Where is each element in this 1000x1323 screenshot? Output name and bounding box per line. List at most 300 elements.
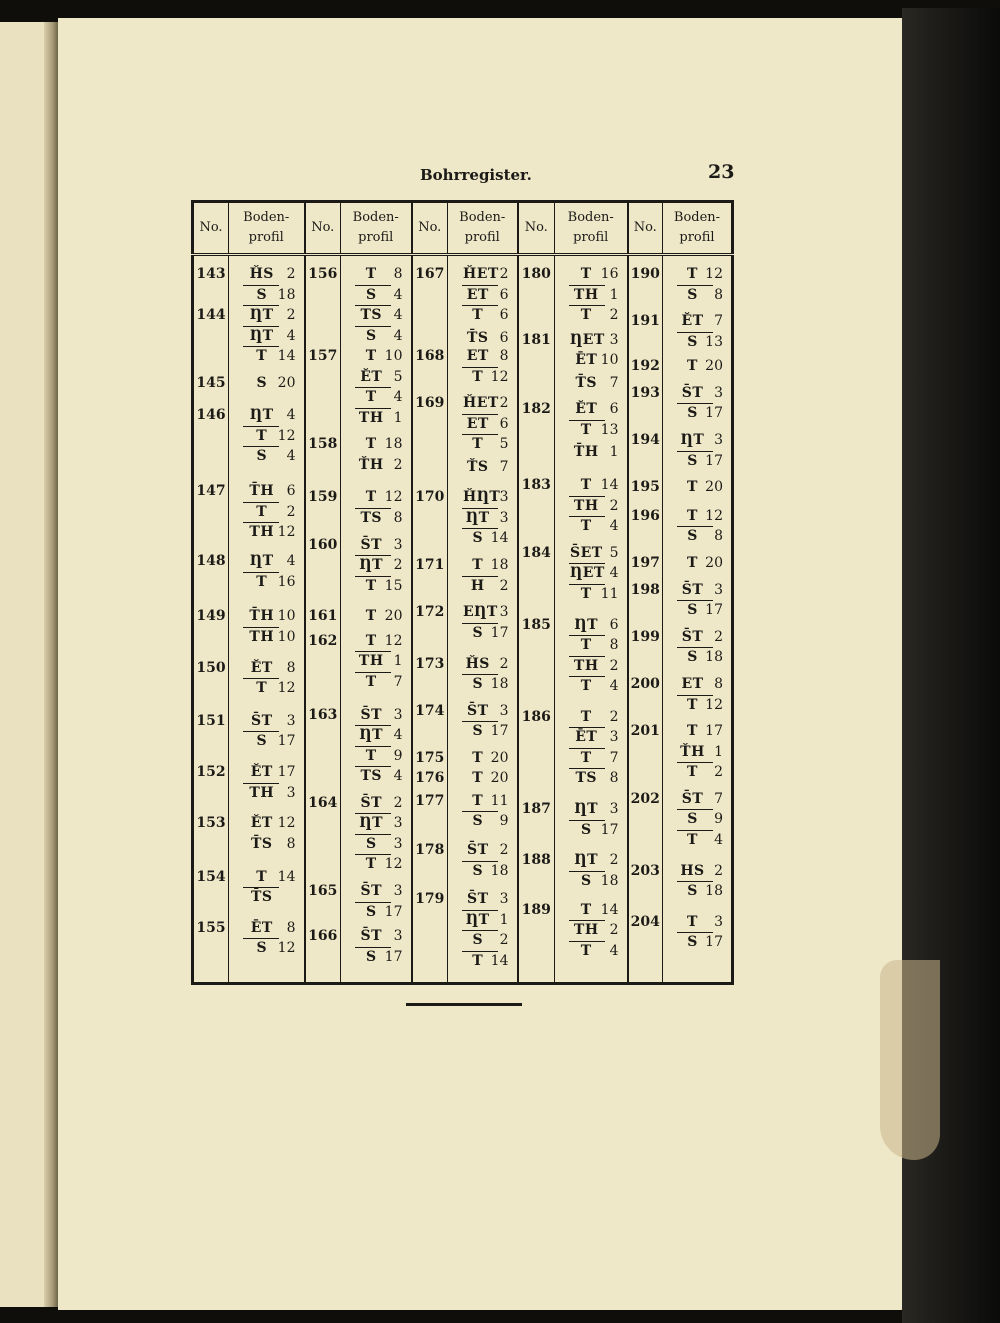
boring-number: 183 (521, 477, 551, 494)
soil-symbol: S̄T (466, 702, 489, 719)
soil-symbol: TH (249, 628, 275, 645)
soil-symbol: S (472, 676, 484, 692)
profile-layer (555, 330, 627, 351)
boring-number: 203 (630, 862, 660, 879)
profile-layer (663, 356, 731, 377)
soil-symbol: S (687, 602, 698, 619)
layer-thickness: 12 (277, 524, 296, 541)
profile-layer (229, 373, 304, 394)
layer-thickness: 2 (286, 503, 296, 520)
profile-layer (229, 938, 304, 959)
layer-thickness: 10 (384, 348, 403, 364)
soil-symbol: ȞS (465, 655, 490, 672)
layer-thickness: 6 (499, 307, 509, 323)
profile-layer (341, 926, 411, 947)
layer-thickness: 8 (609, 637, 619, 654)
profile-layer (341, 854, 411, 875)
profile-layer (229, 783, 304, 804)
soil-symbol: S (687, 811, 698, 828)
boring-number: 170 (415, 489, 445, 506)
layer-thickness: 18 (490, 862, 509, 879)
profile-layer (341, 705, 411, 726)
profile-layer (341, 725, 411, 746)
col-header-profil (663, 202, 733, 255)
soil-symbol: T (256, 427, 268, 444)
soil-symbol: ĔT (250, 764, 273, 781)
no-column (193, 255, 229, 984)
layer-thickness: 18 (705, 883, 723, 900)
soil-symbol: T (580, 749, 592, 766)
profile-layer (555, 516, 627, 537)
soil-symbol: ET (466, 348, 489, 364)
soil-symbol: ȞȠT (463, 489, 501, 506)
boring-number: 180 (521, 266, 551, 282)
boring-number: 198 (630, 581, 660, 598)
boring-number: 195 (630, 479, 660, 496)
layer-thickness: 17 (277, 764, 296, 781)
soil-symbol: ĔT (575, 401, 598, 418)
boring-number: 156 (308, 266, 338, 282)
soil-symbol: ȠT (465, 509, 490, 526)
soil-symbol: ȠT (574, 616, 599, 633)
layer-thickness: 20 (384, 608, 403, 625)
layer-thickness: 4 (393, 727, 403, 744)
soil-symbol: TS (360, 307, 383, 323)
profile-layer (448, 889, 517, 910)
layer-thickness: 2 (609, 852, 619, 869)
soil-symbol: TH (249, 524, 275, 541)
soil-symbol: T (472, 952, 484, 969)
layer-thickness: 3 (499, 509, 509, 526)
layer-thickness: 9 (499, 813, 509, 830)
layer-thickness: 2 (609, 657, 619, 674)
layer-thickness: 2 (714, 764, 723, 781)
profile-layer (341, 672, 411, 693)
layer-thickness: 9 (393, 747, 403, 764)
soil-symbol: S̄ET (570, 544, 603, 561)
layer-thickness: 17 (705, 405, 723, 422)
boring-number: 181 (521, 331, 551, 348)
layer-thickness: 4 (393, 327, 403, 344)
boring-number: 192 (630, 358, 660, 375)
profile-layer (229, 627, 304, 648)
layer-thickness: 3 (499, 489, 509, 506)
boring-number: 155 (196, 919, 226, 936)
profile-layer (555, 584, 627, 605)
profile-layer (448, 721, 517, 742)
boring-number: 200 (630, 676, 660, 692)
layer-thickness: 12 (277, 815, 296, 832)
profile-layer (555, 285, 627, 306)
profile-layer (229, 867, 304, 888)
layer-thickness: 8 (714, 528, 723, 545)
profile-layer (341, 746, 411, 767)
soil-symbol: S (256, 733, 268, 750)
soil-symbol: S (687, 452, 698, 469)
boring-number: 145 (196, 374, 226, 391)
soil-symbol: T (472, 307, 484, 323)
soil-symbol: T (256, 680, 268, 697)
col-header-profil-text: Boden- profil (243, 210, 290, 245)
profile-layer (448, 840, 517, 861)
profile-layer (663, 553, 731, 574)
soil-symbol: T (365, 489, 377, 506)
profile-layer (448, 528, 517, 549)
soil-symbol: ȠT (359, 727, 384, 744)
layer-thickness: 1 (393, 653, 403, 670)
soil-symbol: S (472, 813, 484, 830)
soil-symbol: T (365, 348, 377, 364)
layer-thickness: 2 (714, 862, 723, 879)
layer-thickness: 14 (600, 901, 619, 918)
soil-symbol: S̄T (681, 790, 704, 807)
profile-layer (555, 900, 627, 921)
layer-thickness: 7 (499, 458, 509, 475)
soil-symbol: ŤH (680, 743, 705, 760)
boring-number: 166 (308, 928, 338, 945)
layer-thickness: 12 (705, 507, 723, 524)
profile-layer (448, 487, 517, 508)
profile-layer (341, 434, 411, 455)
layer-thickness: 4 (286, 407, 296, 424)
profile-layer (341, 766, 411, 787)
soil-symbol: S̄T (250, 712, 273, 729)
soil-symbol: S (365, 327, 377, 344)
layer-thickness: 7 (609, 749, 619, 766)
boring-number: 160 (308, 536, 338, 553)
soil-symbol: ȠT (465, 911, 490, 928)
profile-layer (229, 446, 304, 467)
layer-thickness: 5 (499, 436, 509, 453)
soil-symbol: ĒT (250, 919, 273, 936)
soil-symbol: TH (249, 784, 275, 801)
profile-layer (341, 902, 411, 923)
profile-layer (229, 762, 304, 783)
profile-layer (448, 328, 517, 349)
layer-thickness: 2 (286, 266, 296, 282)
profile-layer (555, 920, 627, 941)
profile-layer (663, 580, 731, 601)
soil-symbol: TH (573, 922, 599, 938)
no-column (305, 255, 341, 984)
layer-thickness: 17 (384, 948, 403, 965)
layer-thickness: 8 (393, 509, 403, 526)
profile-layer (555, 748, 627, 769)
soil-symbol: ȠT (249, 327, 274, 344)
boring-number: 191 (630, 313, 660, 330)
soil-symbol: T (580, 942, 592, 959)
profile-layer (229, 606, 304, 627)
profile-layer (663, 932, 731, 953)
profile-layer (555, 635, 627, 656)
profile-layer (341, 834, 411, 855)
col-header-profil-text: Boden- profil (673, 210, 721, 245)
layer-thickness: 20 (705, 479, 723, 496)
header-row (193, 202, 733, 255)
profile-layer (448, 414, 517, 435)
profile-layer (555, 871, 627, 892)
soil-symbol: T (580, 307, 592, 323)
boring-number: 196 (630, 507, 660, 524)
layer-thickness: 2 (499, 842, 509, 859)
soil-symbol: ȠT (249, 407, 274, 424)
soil-symbol: T (687, 764, 698, 781)
layer-thickness: 6 (609, 401, 619, 418)
layer-thickness: 2 (609, 307, 619, 323)
layer-thickness: 1 (609, 286, 619, 303)
soil-symbol: ȠET (570, 565, 605, 582)
layer-thickness: 7 (393, 673, 403, 690)
soil-symbol: S̄T (681, 628, 704, 645)
boring-number: 202 (630, 790, 660, 807)
layer-thickness: 2 (609, 922, 619, 938)
layer-thickness: 8 (499, 348, 509, 364)
soil-symbol: H (470, 577, 485, 594)
soil-symbol: HS (680, 862, 705, 879)
profile-layer (555, 799, 627, 820)
profile-layer (555, 543, 627, 564)
layer-thickness: 17 (705, 723, 723, 740)
soil-symbol: T (365, 436, 377, 453)
layer-thickness: 1 (393, 409, 403, 426)
profile-layer (448, 367, 517, 388)
col-header-profil (555, 202, 628, 255)
soil-symbol: T (365, 577, 377, 594)
soil-symbol: T (256, 573, 268, 590)
boring-number: 158 (308, 436, 338, 453)
col-header-profil-text: Boden- profil (567, 210, 614, 245)
layer-thickness: 16 (277, 573, 296, 590)
profile-layer (663, 383, 731, 404)
profile-layer (555, 615, 627, 636)
layer-thickness: 3 (609, 729, 619, 746)
profile-layer (341, 631, 411, 652)
layer-thickness: 17 (705, 452, 723, 469)
soil-symbol: ĔT (360, 368, 383, 385)
profile-layer (229, 481, 304, 502)
soil-symbol: S (365, 948, 377, 965)
profile-layer (555, 656, 627, 677)
boring-number: 164 (308, 794, 338, 811)
soil-symbol: T̄H (249, 608, 275, 625)
soil-symbol: T (687, 555, 698, 572)
soil-symbol: T (687, 266, 698, 282)
soil-symbol: T̄S (575, 374, 598, 391)
profile-layer (448, 654, 517, 675)
layer-thickness: 11 (490, 792, 509, 809)
boring-number: 186 (521, 708, 551, 725)
soil-symbol: T (580, 266, 592, 282)
layer-thickness: 2 (609, 497, 619, 514)
soil-symbol: T (365, 673, 377, 690)
soil-symbol: ȠT (249, 307, 274, 323)
profile-layer (341, 535, 411, 556)
profile-layer (663, 762, 731, 783)
profile-layer (229, 264, 304, 285)
col-header-no: No. (518, 202, 555, 255)
soil-symbol: ET (466, 415, 489, 432)
soil-symbol: TH (573, 286, 599, 303)
layer-thickness: 8 (609, 770, 619, 787)
soil-symbol: S̄T (360, 883, 383, 900)
soil-symbol: ET (681, 676, 704, 692)
profile-layer (341, 947, 411, 968)
no-column (412, 255, 448, 984)
boring-number: 173 (415, 655, 445, 672)
soil-symbol: S (472, 723, 484, 740)
profile-layer (663, 721, 731, 742)
page-damage (880, 960, 940, 1160)
profile-layer (341, 285, 411, 306)
profile-layer (341, 305, 411, 326)
layer-thickness: 17 (705, 934, 723, 951)
soil-symbol: ȠT (359, 815, 384, 832)
boring-number: 153 (196, 815, 226, 832)
profile-layer (448, 811, 517, 832)
profile-layer (555, 442, 627, 463)
boring-number: 163 (308, 706, 338, 723)
soil-symbol: S (687, 333, 698, 350)
end-rule (406, 1003, 522, 1006)
profile-layer (663, 332, 731, 353)
layer-thickness: 3 (393, 815, 403, 832)
boring-number: 159 (308, 489, 338, 506)
profile-layer (448, 768, 517, 789)
soil-symbol: T (580, 901, 592, 918)
layer-thickness: 18 (384, 436, 403, 453)
soil-symbol: S (687, 405, 698, 422)
profile-layer (555, 727, 627, 748)
profile-layer (663, 451, 731, 472)
soil-symbol: ȞET (463, 395, 499, 412)
layer-thickness: 1 (609, 444, 619, 461)
soil-symbol: T (256, 868, 268, 885)
profil-column (448, 255, 518, 984)
soil-symbol: S (256, 374, 268, 391)
layer-thickness: 10 (277, 608, 296, 625)
soil-symbol: T (580, 518, 592, 535)
profile-layer (341, 455, 411, 476)
layer-thickness: 3 (393, 883, 403, 900)
soil-symbol: S̄T (681, 581, 704, 598)
layer-thickness: 6 (286, 483, 296, 500)
profile-layer (555, 305, 627, 326)
soil-symbol: ȞET (463, 266, 499, 282)
layer-thickness: 2 (393, 456, 403, 473)
layer-thickness: 4 (286, 448, 296, 465)
profile-layer (448, 674, 517, 695)
col-header-profil (448, 202, 518, 255)
soil-symbol: S (580, 821, 592, 838)
profile-layer (555, 707, 627, 728)
layer-thickness: 4 (609, 942, 619, 959)
profile-layer (555, 475, 627, 496)
layer-thickness: 12 (384, 489, 403, 506)
layer-thickness: 4 (714, 831, 723, 848)
boring-number: 171 (415, 557, 445, 574)
col-header-no: No. (628, 202, 663, 255)
soil-symbol: S (365, 903, 377, 920)
col-header-profil-text: Boden- profil (352, 210, 399, 245)
profile-layer (448, 748, 517, 769)
boring-number: 149 (196, 608, 226, 625)
layer-thickness: 9 (714, 811, 723, 828)
soil-symbol: S (365, 286, 377, 303)
soil-symbol: T (687, 479, 698, 496)
boring-number: 162 (308, 632, 338, 649)
profil-column (229, 255, 305, 984)
profile-layer (663, 809, 731, 830)
boring-number: 143 (196, 266, 226, 282)
profile-layer (341, 326, 411, 347)
layer-thickness: 14 (277, 348, 296, 364)
profile-layer (229, 918, 304, 939)
boring-number: 179 (415, 891, 445, 908)
layer-thickness: 17 (490, 723, 509, 740)
layer-thickness: 14 (490, 952, 509, 969)
profile-layer (341, 881, 411, 902)
layer-thickness: 2 (393, 557, 403, 574)
col-header-profil-text: Boden- profil (459, 210, 506, 245)
profile-layer (229, 426, 304, 447)
soil-symbol: S̄T (360, 706, 383, 723)
layer-thickness: 1 (714, 743, 723, 760)
profile-layer (663, 789, 731, 810)
profile-layer (555, 264, 627, 285)
profile-layer (555, 563, 627, 584)
layer-thickness: 20 (705, 358, 723, 375)
profile-layer (555, 350, 627, 371)
profile-layer (555, 496, 627, 517)
soil-symbol: T (472, 792, 484, 809)
layer-thickness: 20 (277, 374, 296, 391)
layer-thickness: 4 (393, 768, 403, 785)
layer-thickness: 17 (384, 903, 403, 920)
soil-symbol: TS (575, 770, 598, 787)
layer-thickness: 1 (499, 911, 509, 928)
soil-symbol: T (256, 503, 268, 520)
layer-thickness: 3 (714, 432, 723, 449)
profile-layer (341, 555, 411, 576)
layer-thickness: 7 (714, 790, 723, 807)
soil-symbol: ȠT (574, 801, 599, 818)
soil-symbol: ĒT (575, 729, 598, 746)
layer-thickness: 14 (490, 530, 509, 547)
soil-symbol: T (365, 747, 377, 764)
soil-symbol: S̄T (681, 384, 704, 401)
boring-number: 184 (521, 544, 551, 561)
layer-thickness: 3 (393, 706, 403, 723)
profile-layer (448, 457, 517, 478)
soil-symbol: T (365, 856, 377, 873)
boring-number: 201 (630, 723, 660, 740)
profile-layer (448, 861, 517, 882)
soil-symbol: TS (360, 768, 383, 785)
profile-layer (229, 346, 304, 367)
soil-symbol: S (687, 286, 698, 303)
layer-thickness: 3 (393, 835, 403, 852)
layer-thickness: 2 (499, 266, 509, 282)
profile-layer (229, 834, 304, 855)
profile-layer (341, 264, 411, 285)
profile-layer (229, 658, 304, 679)
col-header-profil (341, 202, 412, 255)
layer-thickness: 12 (277, 427, 296, 444)
boring-number: 167 (415, 266, 445, 282)
profile-layer (555, 850, 627, 871)
soil-symbol: T̄H (249, 483, 275, 500)
layer-thickness: 17 (705, 602, 723, 619)
